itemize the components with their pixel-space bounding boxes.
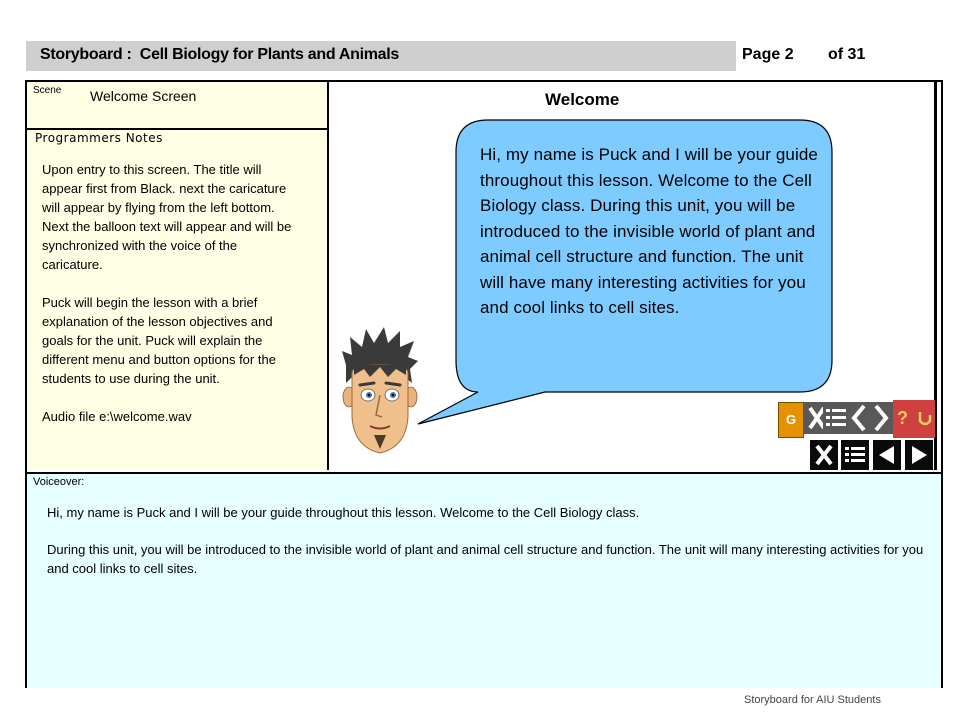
scene-value: Welcome Screen [90, 88, 197, 104]
exit-button-2[interactable] [810, 440, 838, 470]
forward-arrow-icon [872, 404, 890, 432]
notes-paragraph-2: Puck will begin the lesson with a brief explanation of the lesson objectives and goals for the unit. Puck will explain the different menu and button options for the students to use during the unit. [42, 295, 276, 386]
menu-list-icon [844, 444, 866, 466]
replay-icon [917, 410, 933, 428]
voiceover-text [47, 504, 927, 578]
back-arrow-icon [876, 444, 898, 466]
menu-list-icon [825, 406, 847, 430]
forward-button-2[interactable] [905, 440, 933, 470]
programmers-notes-label: Programmers Notes [35, 131, 163, 145]
storyboard-title: Storyboard : Cell Biology for Plants and Animals [40, 46, 399, 63]
voiceover-label: Voiceover: [33, 476, 85, 488]
back-arrow-icon [850, 404, 868, 432]
back-button-2[interactable] [873, 440, 901, 470]
glossary-button[interactable]: G [778, 402, 804, 438]
footer-credit: Storyboard for AIU Students [744, 694, 881, 706]
menu-button-2[interactable] [841, 440, 869, 470]
forward-button[interactable] [868, 402, 894, 434]
help-button[interactable] [893, 400, 935, 438]
notes-paragraph-1: Upon entry to this screen. The title will appear first from Black. next the caricature will appear by flying from the left bottom. Next the balloon text will appear and will be synchronized with the voice of the caricature. [42, 162, 292, 272]
puck-caricature [340, 325, 420, 457]
screen-title: Welcome [545, 90, 620, 109]
voiceover-paragraph-1: Hi, my name is Puck and I will be your guide throughout this lesson. Welcome to the Cell Biology class. [47, 505, 640, 520]
voiceover-paragraph-2: During this unit, you will be introduced to the invisible world of plant and animal cell structure and function. The unit will many interesting activities for you and cool links to cell sites. [47, 542, 924, 576]
help-icon: ? [897, 408, 908, 428]
forward-arrow-icon [908, 444, 930, 466]
page-number: Page 2 [742, 46, 794, 63]
page-total: of 31 [828, 46, 866, 63]
notes-audio-file: Audio file e:\welcome.wav [42, 409, 192, 424]
exit-icon [815, 444, 833, 466]
scene-label: Scene [33, 85, 62, 96]
speech-bubble-text: Hi, my name is Puck and I will be your guide throughout this lesson. Welcome to the Cell Biology class. During this unit, you will be introduced to the invisible world of plant and animal cell structure and function. The unit will have many interesting activities for you and cool links to cell sites. [480, 145, 818, 317]
